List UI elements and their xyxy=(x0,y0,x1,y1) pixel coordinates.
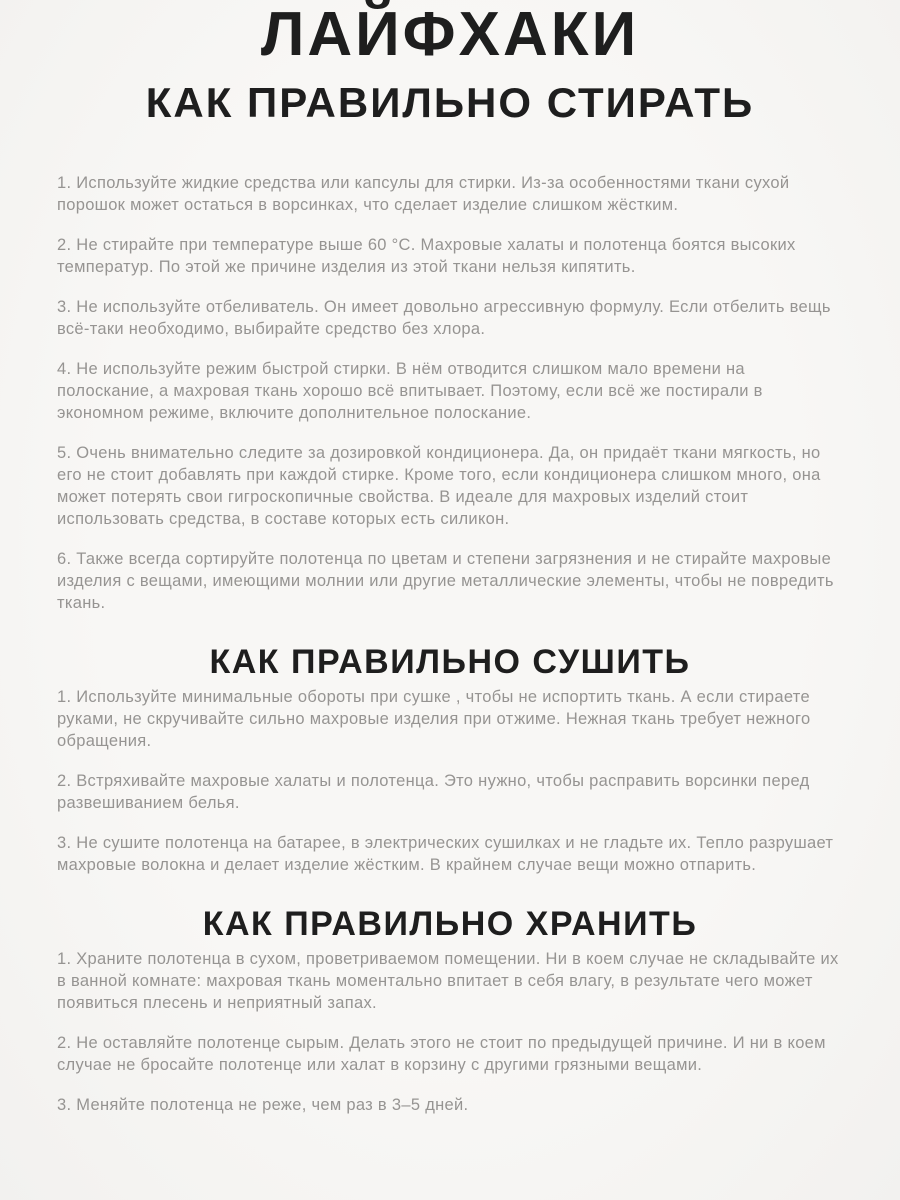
storing-section-heading: КАК ПРАВИЛЬНО ХРАНИТЬ xyxy=(202,905,698,943)
storing-tips-list xyxy=(57,948,843,1116)
washing-tip-4: 4. Не используйте режим быстрой стирки. В нём отводится слишком мало времени на полоскание, а махровая ткань хорошо всё впитывает. Поэтому, если всё же постирали в экономном режиме, включите дополнительное полоскание. xyxy=(57,360,763,422)
drying-section-heading: КАК ПРАВИЛЬНО СУШИТЬ xyxy=(209,643,691,681)
storing-tip-1: 1. Храните полотенца в сухом, проветриваемом помещении. Ни в коем случае не складывайте их в ванной комнате: махровая ткань моментально впитает в себя влагу, в результате чего может появиться плесень и неприятный запах. xyxy=(57,950,839,1012)
storing-tip-2: 2. Не оставляйте полотенце сырым. Делать этого не стоит по предыдущей причине. И ни в коем случае не бросайте полотенце или халат в корзину с другими грязными вещами. xyxy=(57,1034,826,1074)
drying-tip-1: 1. Используйте минимальные обороты при сушке , чтобы не испортить ткань. А если стираете руками, не скручивайте сильно махровые изделия при отжиме. Нежная ткань требует нежного обращения. xyxy=(57,688,811,750)
washing-tips-list xyxy=(57,172,843,614)
storing-tip-3: 3. Меняйте полотенца не реже, чем раз в 3–5 дней. xyxy=(57,1096,469,1114)
page-title: ЛАЙФХАКИ xyxy=(260,0,640,69)
drying-tips-list xyxy=(57,686,843,876)
washing-section-heading: КАК ПРАВИЛЬНО СТИРАТЬ xyxy=(145,79,755,126)
washing-tip-1: 1. Используйте жидкие средства или капсулы для стирки. Из-за особенностями ткани сухой порошок может остаться в ворсинках, что сделает изделие слишком жёстким. xyxy=(57,174,790,214)
washing-tip-6: 6. Также всегда сортируйте полотенца по цветам и степени загрязнения и не стирайте махровые изделия с вещами, имеющими молнии или другие металлические элементы, чтобы не повредить ткань. xyxy=(57,550,834,612)
washing-tip-5: 5. Очень внимательно следите за дозировкой кондиционера. Да, он придаёт ткани мягкость, но его не стоит добавлять при каждой стирке. Кроме того, если кондиционера слишком много, она может потерять свои гигроскопичные свойства. В идеале для махровых изделий стоит использовать средства, в составе которых есть силикон. xyxy=(57,444,821,528)
drying-tip-2: 2. Встряхивайте махровые халаты и полотенца. Это нужно, чтобы расправить ворсинки перед развешиванием белья. xyxy=(57,772,810,812)
washing-tip-3: 3. Не используйте отбеливатель. Он имеет довольно агрессивную формулу. Если отбелить вещь всё-таки необходимо, выбирайте средство без хлора. xyxy=(57,298,831,338)
drying-tip-3: 3. Не сушите полотенца на батарее, в электрических сушилках и не гладьте их. Тепло разрушает махровые волокна и делает изделие жёстким. В крайнем случае вещи можно отпарить. xyxy=(57,834,834,874)
washing-tip-2: 2. Не стирайте при температуре выше 60 °С. Махровые халаты и полотенца боятся высоких температур. По этой же причине изделия из этой ткани нельзя кипятить. xyxy=(57,236,796,276)
